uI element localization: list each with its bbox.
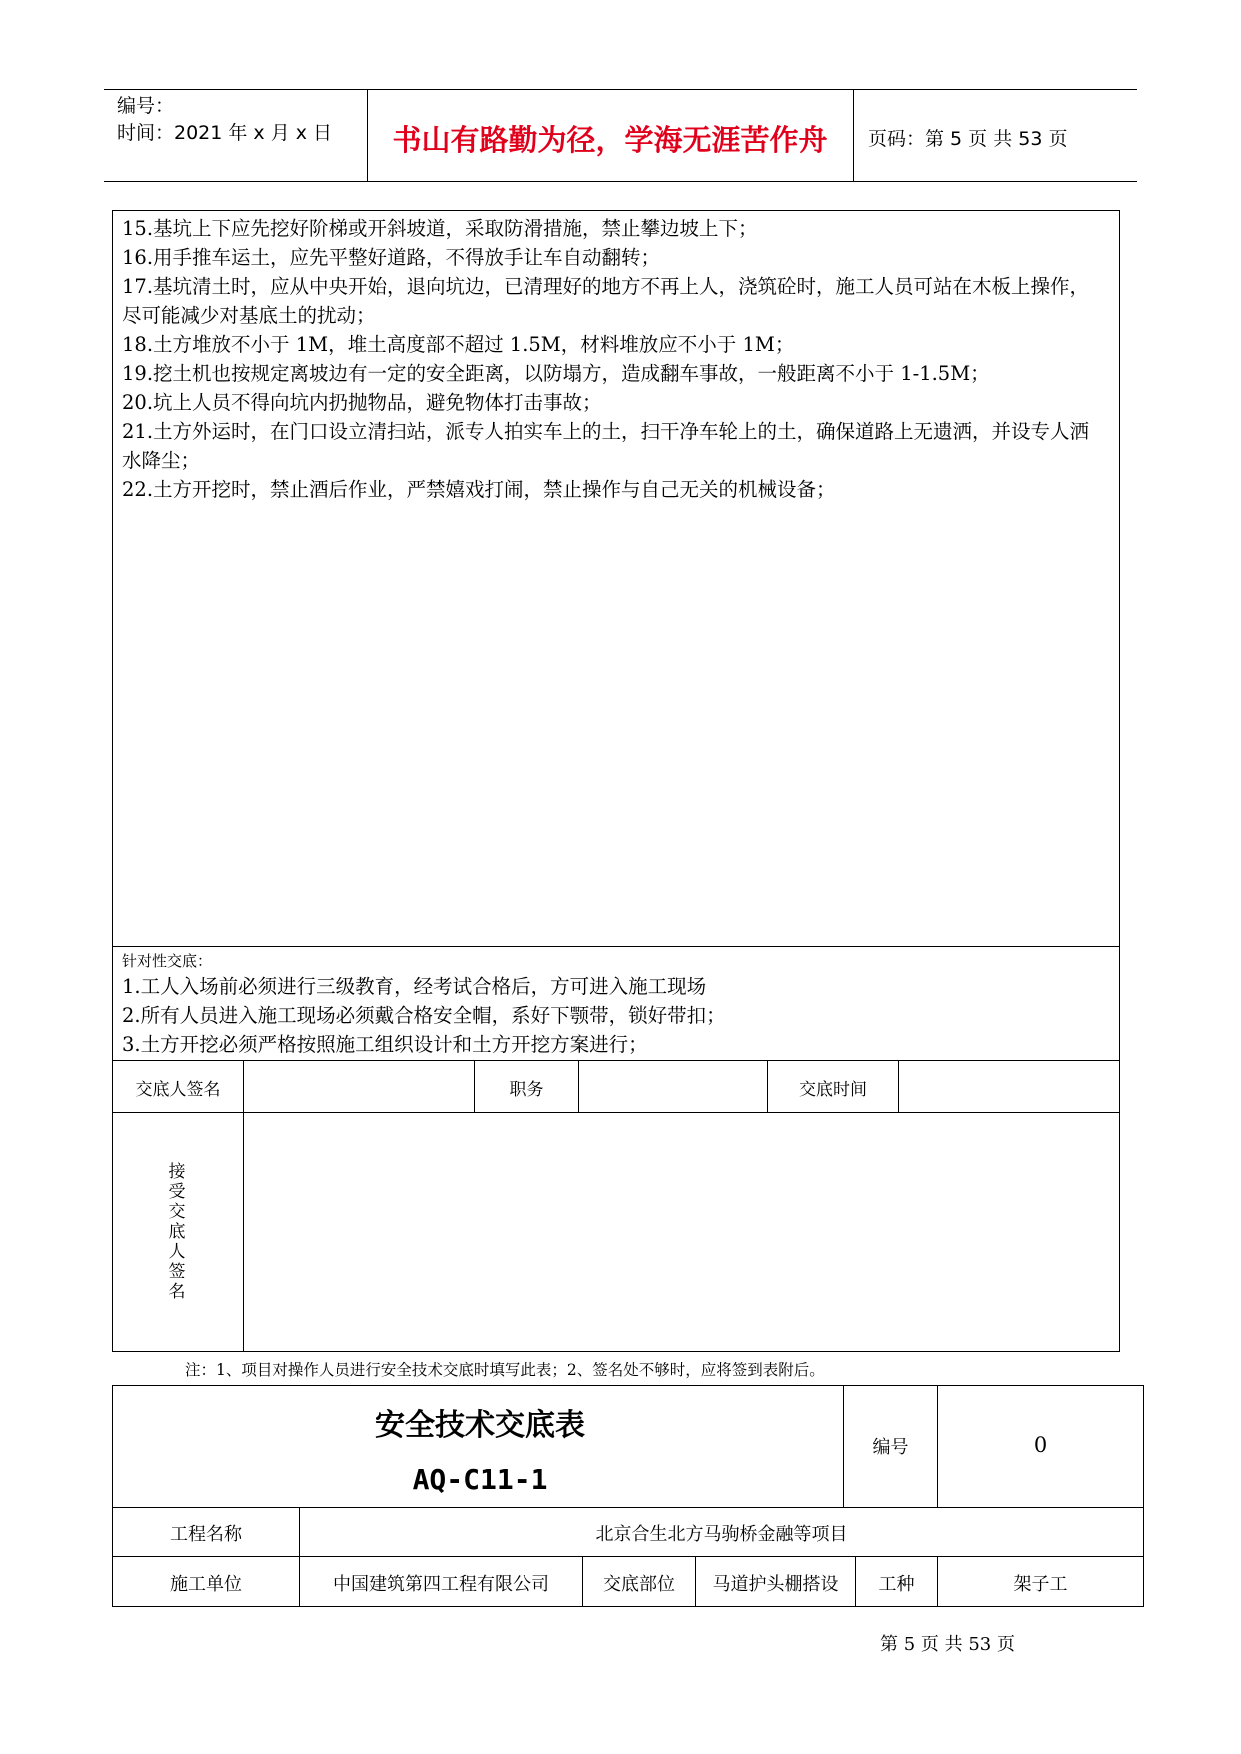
specific-briefing [122, 950, 1107, 1059]
header-bottom-rule [104, 181, 1137, 182]
list-item: 1.工人入场前必须进行三级教育，经考试合格后，方可进入施工现场 [122, 975, 707, 998]
trade-label: 工种 [878, 1574, 915, 1595]
document-date: 时间：2021 年 x 月 x 日 [117, 122, 333, 144]
specific-briefing-label: 针对性交底： [122, 952, 213, 970]
list-item: 15.基坑上下应先挖好阶梯或开斜坡道，采取防滑措施，禁止攀边坡上下； [122, 217, 758, 240]
safety-items-list [122, 214, 1107, 504]
form-number-label: 编号 [872, 1437, 909, 1458]
header-motto: 书山有路勤为径，学海无涯苦作舟 [392, 123, 828, 157]
list-item: 19.挖土机也按规定离坡边有一定的安全距离，以防塌方，造成翻车事故，一般距离不小于 1-1.5M； [122, 362, 990, 385]
briefer-signature-label: 交底人签名 [135, 1080, 221, 1100]
position-label: 职务 [509, 1080, 544, 1100]
form-number-value: 0 [1033, 1433, 1048, 1457]
header-divider-left [367, 89, 368, 182]
header-meta [117, 93, 332, 147]
briefing-part-value: 马道护头棚搭设 [712, 1574, 839, 1595]
receiver-signature-label: 接受交底人签名 [168, 1162, 186, 1302]
position-field[interactable] [579, 1061, 767, 1112]
receiver-signature-field[interactable] [244, 1113, 1119, 1351]
list-item: 20.坑上人员不得向坑内扔抛物品，避免物体打击事故； [122, 391, 602, 414]
list-item: 2.所有人员进入施工现场必须戴合格安全帽，系好下颚带，锁好带扣； [122, 1004, 726, 1027]
form-code: AQ-C11-1 [412, 1463, 548, 1496]
header-divider-right [853, 89, 854, 182]
briefing-time-field[interactable] [899, 1061, 1119, 1112]
briefer-signature-field[interactable] [244, 1061, 474, 1112]
header-top-rule [104, 89, 1137, 90]
briefing-part-label: 交底部位 [603, 1574, 675, 1595]
document-number-label: 编号： [117, 95, 175, 117]
project-name-value: 北京合生北方马驹桥金融等项目 [595, 1524, 848, 1545]
project-name-label: 工程名称 [170, 1524, 242, 1545]
list-item: 22.土方开挖时，禁止酒后作业，严禁嬉戏打闹，禁止操作与自己无关的机械设备； [122, 478, 836, 501]
trade-value: 架子工 [1013, 1574, 1068, 1595]
t2-row-rule-1 [112, 1507, 1144, 1508]
list-item: 17.基坑清土时，应从中央开始，退向坑边，已清理好的地方不再上人，浇筑砼时，施工人员可站在木板上操作，尽可能减少对基底土的扰动； [122, 275, 1090, 327]
list-item: 18.土方堆放不小于 1M，堆土高度部不超过 1.5M，材料堆放应不小于 1M； [122, 333, 795, 356]
form-title: 安全技术交底表 [375, 1408, 585, 1443]
construction-unit-label: 施工单位 [170, 1574, 242, 1595]
construction-unit-value: 中国建筑第四工程有限公司 [333, 1574, 549, 1595]
list-item: 3.土方开挖必须严格按照施工组织设计和土方开挖方案进行； [122, 1033, 648, 1056]
list-item: 16.用手推车运土，应先平整好道路，不得放手让车自动翻转； [122, 246, 661, 269]
briefing-time-label: 交底时间 [799, 1080, 867, 1100]
footer-page-number: 第 5 页 共 53 页 [880, 1634, 1015, 1655]
t2-row-rule-2 [112, 1556, 1144, 1557]
form-note: 注：1、项目对操作人员进行安全技术交底时填写此表；2、签名处不够时，应将签到表附后。 [185, 1361, 825, 1379]
list-item: 21.土方外运时，在门口设立清扫站，派专人拍实车上的土，扫干净车轮上的土，确保道路上无遗洒，并设专人洒水降尘； [122, 420, 1090, 472]
row-rule-specific [112, 946, 1120, 947]
header-page-number: 页码：第 5 页 共 53 页 [868, 128, 1068, 150]
